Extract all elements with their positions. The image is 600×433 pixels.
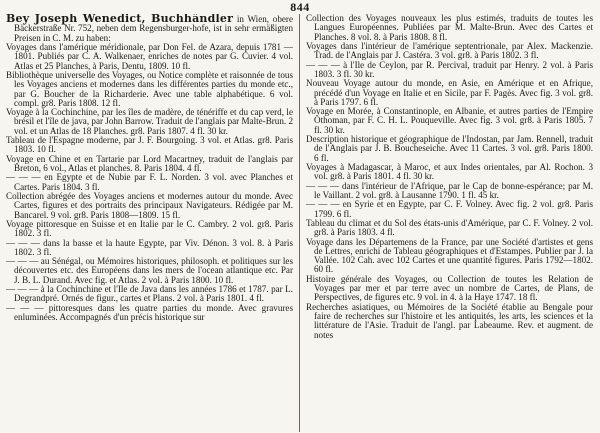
bookseller-header — [6, 14, 293, 43]
book-entry: Voyages dans l'intérieur de l'amérique septentrionale, par Alex. Mackenzie. Trad. de l'Anglais par J. Castéra. 3 vol. gr8. à Paris 1802. 3 fl. — [306, 40, 593, 61]
book-entry: — — — en Egypte et de Nubie par F. L. Norden. 3 vol. avec Planches et Cartes. Paris 1804. 3 fl. — [6, 172, 293, 192]
book-entry: — — — pittoresques dans les quatre parties du monde. Avec gravures enluminées. Accompagnés d'un précis historique sur — [6, 302, 293, 322]
book-entry: Bibliothèque universelle des Voyages, ou Notice complète et raisonnée de tous les Voyages anciens et modernes dans les différentes parties du monde etc., par G. Boucher de la Richarderie. Avec une table alphabétique. 6 vol. compl. gr8. Paris 1808. 12 fl. — [6, 69, 293, 108]
book-entry: — — — en Syrie et en Egypte, par C. F. Volney. Avec fig. 2 vol. gr8. Paris 1799. 6 fl. — [306, 199, 593, 219]
bookseller-name: Bey Joseph Wenedict, Buchhändler — [6, 14, 234, 25]
book-entry: Recherches asiatiques, ou Mémoires de la Société établie au Bengale pour faire de recherches sur l'histoire et les antiquités, les arts, les sciences et la littérature de l'Asie. Traduit de l'angl. par Labeaume. Rev. et augment. de notes — [306, 301, 593, 340]
book-entry: Voyage dans les Départemens de la France, par une Société d'artistes et gens de Lettres, enrichi de Tableau géographiques et d'Estampes. Publier par J. la Vallée. 102 Cah. avec 102 Cartes et une quantité figures. Paris 1792—1802. 60 fl. — [306, 236, 593, 275]
book-entry: — — — à la Cochinchine et l'Ile de Java dans les années 1786 et 1787. par L. Degrandpré. Ornés de figur., cartes et Plans. 2 vol. à Paris 1801. 4 fl. — [6, 284, 293, 304]
book-entry: Nouveau Voyage autour du monde, en Asie, en Amérique et en Afrique, précédé d'un Voyage en Italie et en Sicile, par F. Pagès. Avec fig. 3 vol. gr8. à Paris 1797. 6 fl. — [306, 78, 593, 107]
book-entry: — — — dans la basse et la haute Egypte, par Viv. Dénon. 3 vol. 8. à Paris 1802. 3 fl. — [6, 237, 293, 257]
book-entry: Description historique et géographique de l'Indostan, par Jam. Rennell, traduit de l'Anglais par J. B. Boucheseiche. Avec 11 Cartes. 3 vol. gr8. Paris 1800. 6 fl. — [306, 134, 593, 163]
page-number: 844 — [290, 0, 310, 14]
book-entry: Tableau de l'Espagne moderne, par J. F. Bourgoing. 3 vol. et Atlas. gr8. Paris 1803. 10 fl. — [6, 135, 293, 155]
book-entry: Voyage en Chine et en Tartarie par Lord Macartney, traduit de l'anglais par Breton, 6 vol., Atlas et planches. 8. Paris 1804. 4 fl. — [6, 153, 293, 173]
book-entry: Voyage en Morée, à Constantinople, en Albanie, et autres parties de l'Empire Othoman, par F. C. H. L. Pouqueville. Avec fig. 3 vol. gr8. à Paris 1805. 7 fl. 30 kr. — [306, 106, 593, 135]
book-entry: — — — à l'Ile de Ceylon, par R. Percival, traduit par Henry. 2 vol. à Paris 1803. 3 fl. 30 kr. — [306, 59, 593, 79]
right-column — [306, 14, 593, 432]
book-entry: Voyage à la Cochinchine, par les îles de madère, de ténériffe et du cap verd, le brésil et l'île de java, par John Barrow. Traduit de l'anglais par Malte-Brun. 2 vol. et un Atlas de 18 Planches. gr8. Paris 1807. 4 fl. 30 kr. — [6, 107, 293, 136]
book-entry: Collection des Voyages nouveaux les plus estimés, traduits de toutes les Langues Européennes. Publiées par M. Malte-Brun. Avec des Cartes et Planches. 8 vol. 8. à Paris 1808. 8 fl. — [306, 14, 593, 42]
book-entry: Voyages dans l'amérique méridionale, par Don Fel. de Azara, depuis 1781 — 1801. Publiés par C. A. Walkenaer, enriches de notes par G. Cuvier. 4 vol. Atlas et 25 Planches, à Paris, Dentu, 1809. 10 fl. — [6, 41, 293, 71]
book-entry: — — — dans l'intérieur de l'Afrique, par le Cap de bonne-espérance; par M. le Vaillant. 2 vol. gr8. à Lausanne 1790. 1 fl. 45 kr. — [306, 180, 593, 200]
book-entry: — — — au Sénégal, ou Mémoires historiques, philosoph. et politiques sur les découvertes etc. des Européens dans les mers de l'ocean atlantique etc. Par J. B. L. Durand. Avec fig. et Atlas. 2 vol. à Paris 1800. 10 fl. — [6, 256, 293, 285]
left-column — [6, 14, 293, 432]
book-entry: Voyages à Madagascar, à Maroc, et aux Indes orientales, par Al. Rochon. 3 vol. gr8. à Paris 1801. 4 fl. 30 kr. — [306, 162, 593, 182]
book-entry: Collection abrégée des Voyages anciens et modernes autour du monde. Avec Cartes, figures et des portraits des principaux Navigateurs. Rédigée par M. Bancarel. 9 vol. gr8. Paris 1808—1809. 15 fl. — [6, 190, 293, 220]
book-entry: Voyage pittoresque en Suisse et en Italie par le C. Cambry. 2 vol. gr8. Paris 1802. 3 fl. — [6, 218, 293, 239]
book-entry: Tableau du climat et du Sol des états-unis d'Amérique, par C. F. Volney. 2 vol. gr8. à Paris 1803. 4 fl. — [306, 217, 593, 238]
column-divider — [299, 14, 300, 432]
book-entry: Histoire générale des Voyages, ou Collection de toutes les Relation de Voyages par mer et par terre avec un nombre de Cartes, de Plans, de Perspectives, de figures etc. 9 vol. in 4. à la Haye 1747. 18 fl. — [306, 273, 593, 303]
bookseller-address: in Wien, obere Bäckerstraße Nr. 752, neben dem Regensburger-hofe, ist in sehr ermäßigten Preisen in C. M. zu haben: — [14, 14, 293, 43]
